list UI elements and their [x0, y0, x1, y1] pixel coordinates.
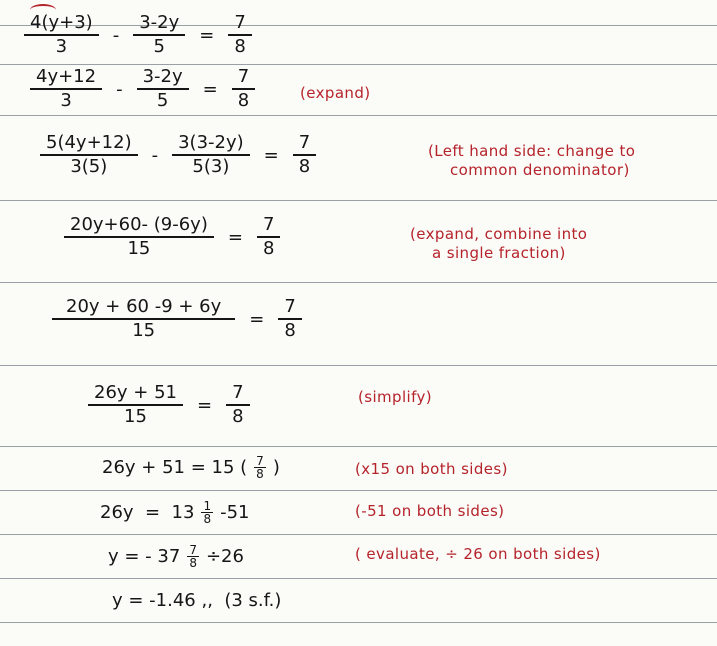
annotation-evaluate: ( evaluate, ÷ 26 on both sides) [355, 545, 601, 563]
numerator: 7 [293, 134, 316, 156]
equation-line-6 [88, 384, 250, 427]
expression [100, 500, 249, 525]
small-fraction [254, 455, 266, 480]
expression-right: ) [272, 457, 280, 478]
final-answer: y = -1.46 ,, (3 s.f.) [112, 590, 282, 611]
numerator: 4y+12 [30, 68, 102, 90]
denominator: 5(3) [192, 155, 230, 177]
minus-operator: - [116, 78, 123, 100]
fraction [278, 298, 301, 341]
numerator: 20y+60- (9-6y) [64, 216, 214, 238]
annotation-expand: (expand) [300, 84, 371, 102]
equals-sign: = [202, 78, 218, 100]
annotation-line: a single fraction) [432, 243, 566, 262]
ruled-line [0, 446, 717, 447]
numerator: 7 [189, 543, 197, 557]
ruled-line [0, 282, 717, 283]
denominator: 8 [284, 319, 296, 341]
equation-line-1 [24, 14, 252, 57]
numerator: 3-2y [137, 68, 189, 90]
denominator: 3 [60, 89, 72, 111]
numerator: 7 [232, 68, 255, 90]
denominator: 5 [156, 89, 169, 111]
numerator: 26y + 51 [88, 384, 183, 406]
denominator: 8 [234, 35, 246, 57]
fraction [137, 68, 189, 111]
denominator: 8 [189, 556, 197, 570]
fraction [52, 298, 235, 341]
equation-line-4 [64, 216, 280, 259]
numerator: 7 [226, 384, 249, 406]
ruled-line [0, 365, 717, 366]
expression-left: 26y + 51 = 15 ( [102, 457, 248, 478]
fraction [30, 68, 102, 111]
small-fraction [187, 544, 199, 569]
equals-sign: = [227, 226, 243, 248]
fraction [172, 134, 250, 177]
expression [102, 455, 280, 480]
minus-operator: - [151, 144, 159, 166]
fraction [40, 134, 138, 177]
expression-left: y = - 37 [108, 546, 181, 567]
equation-line-7 [102, 455, 280, 480]
denominator: 8 [298, 155, 311, 177]
denominator: 15 [127, 237, 151, 259]
annotation-common-denominator [428, 142, 635, 180]
equation-line-8 [100, 500, 249, 525]
numerator: 7 [256, 454, 264, 468]
numerator: 3-2y [133, 14, 185, 36]
annotation-line: (expand, combine into [410, 225, 588, 243]
ruled-line [0, 490, 717, 491]
fraction [24, 14, 99, 57]
annotation-simplify: (simplify) [358, 388, 433, 406]
ruled-line [0, 115, 717, 116]
fraction [293, 134, 316, 177]
numerator: 5(4y+12) [40, 134, 138, 156]
denominator: 15 [124, 405, 147, 427]
ruled-line [0, 534, 717, 535]
expression-right: ÷26 [205, 546, 244, 567]
denominator: 8 [203, 512, 212, 526]
ruled-line [0, 64, 717, 65]
numerator: 3(3-2y) [172, 134, 250, 156]
denominator: 15 [132, 319, 156, 341]
numerator: 7 [228, 14, 251, 36]
annotation-combine [410, 225, 587, 263]
equation-line-5 [52, 298, 302, 341]
denominator: 8 [262, 237, 275, 259]
ruled-line [0, 200, 717, 201]
equals-sign: = [197, 394, 213, 416]
fraction [64, 216, 214, 259]
fraction [133, 14, 185, 57]
annotation-multiply: (x15 on both sides) [355, 460, 508, 478]
equation-line-2 [30, 68, 255, 111]
denominator: 8 [232, 405, 244, 427]
fraction [226, 384, 249, 427]
ruled-line [0, 622, 717, 623]
ruled-line [0, 578, 717, 579]
small-fraction [201, 500, 213, 525]
denominator: 5 [153, 35, 165, 57]
expression [108, 544, 244, 569]
fraction [88, 384, 183, 427]
annotation-line: common denominator) [450, 160, 630, 179]
denominator: 3(5) [70, 155, 108, 177]
equals-sign: = [263, 144, 279, 166]
expression-left: 26y = 13 [100, 502, 195, 523]
numerator: 7 [257, 216, 280, 238]
equals-sign: = [199, 24, 215, 46]
denominator: 3 [55, 35, 68, 57]
equation-line-9 [108, 544, 244, 569]
minus-operator: - [112, 24, 120, 46]
expression-right: -51 [220, 502, 250, 523]
annotation-subtract: (-51 on both sides) [355, 502, 505, 520]
numerator: 7 [278, 298, 301, 320]
fraction [228, 14, 251, 57]
fraction [232, 68, 255, 111]
equation-line-10-answer [112, 590, 281, 611]
denominator: 8 [237, 89, 250, 111]
numerator: 1 [203, 499, 212, 513]
denominator: 8 [256, 467, 264, 481]
annotation-line: (Left hand side: change to [428, 142, 636, 160]
numerator: 4(y+3) [24, 14, 99, 36]
equals-sign: = [249, 308, 265, 330]
equation-line-3 [40, 134, 316, 177]
fraction [257, 216, 280, 259]
numerator: 20y + 60 -9 + 6y [52, 298, 235, 320]
